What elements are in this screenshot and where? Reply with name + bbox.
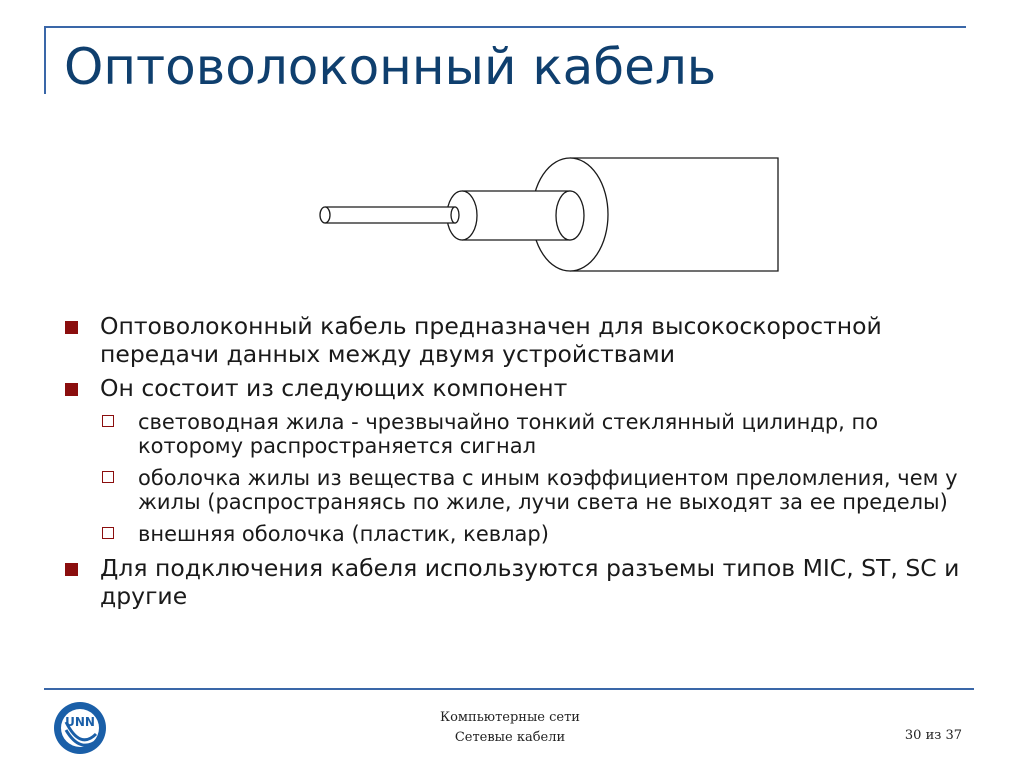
footer-topic: Сетевые кабели xyxy=(454,730,566,745)
hollow-square-bullet-icon xyxy=(102,415,114,427)
bullet-item xyxy=(64,554,964,610)
bullet-text: Оптоволоконный кабель предназначен для высокоскоростной передачи данных между двумя устройствами xyxy=(100,312,882,368)
bullet-item xyxy=(64,374,964,402)
square-bullet-icon xyxy=(65,563,78,576)
fiber-core xyxy=(325,207,455,223)
sub-bullet-text: световодная жила - чрезвычайно тонкий стеклянный цилиндр, по которому распространяется сигнал xyxy=(138,410,879,458)
cladding xyxy=(462,191,570,240)
hollow-square-bullet-icon xyxy=(102,527,114,539)
hollow-square-bullet-icon xyxy=(102,471,114,483)
fiber-core-end xyxy=(451,207,459,223)
bullet-item xyxy=(64,312,964,368)
sub-bullet-text: оболочка жилы из вещества с иным коэффициентом преломления, чем у жилы (распространяясь по жиле, лучи света не выходят за ее пределы) xyxy=(138,466,958,514)
footer-center xyxy=(400,708,620,748)
sub-bullet-item xyxy=(64,410,964,458)
page-number: 30 из 37 xyxy=(904,728,962,743)
sub-bullet-item xyxy=(64,466,964,514)
fiber-core-tip xyxy=(320,207,330,223)
sub-bullet-item xyxy=(64,522,964,546)
footer-course: Компьютерные сети xyxy=(440,710,580,725)
bullet-text: Для подключения кабеля используются разъемы типов MIC, ST, SC и другие xyxy=(100,554,960,610)
bottom-rule xyxy=(44,688,974,690)
sub-bullet-text: внешняя оболочка (пластик, кевлар) xyxy=(138,522,549,546)
bullet-text: Он состоит из следующих компонент xyxy=(100,374,568,402)
fiber-cable-diagram xyxy=(0,0,1024,300)
slide-title: Оптоволоконный кабель xyxy=(64,38,717,96)
unn-logo xyxy=(52,700,110,756)
logo-text: UNN xyxy=(65,715,95,729)
square-bullet-icon xyxy=(65,383,78,396)
slide-content xyxy=(64,312,964,610)
square-bullet-icon xyxy=(65,321,78,334)
cladding-front-end xyxy=(556,191,584,240)
